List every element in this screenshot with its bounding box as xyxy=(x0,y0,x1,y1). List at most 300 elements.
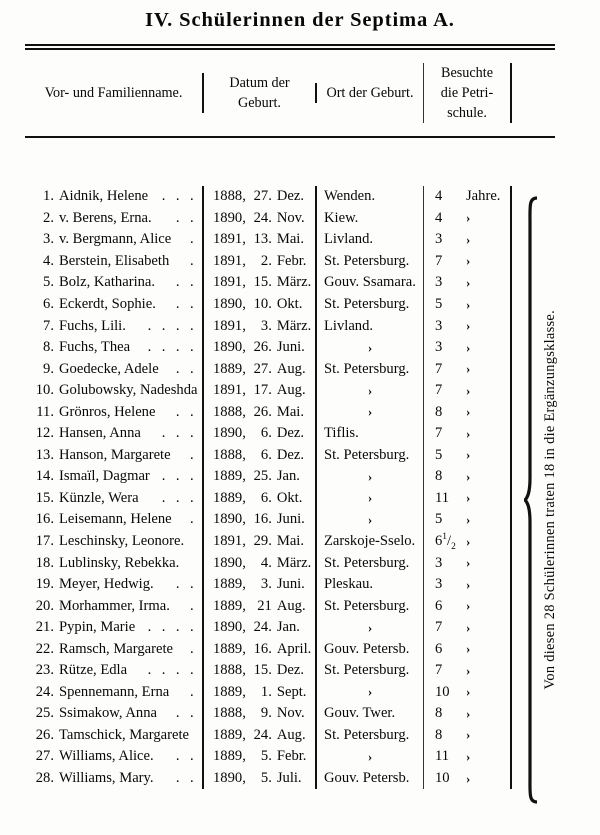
birth-day: 13. xyxy=(253,231,272,248)
leader-dots: . . . . xyxy=(147,662,197,679)
row-index: 7. xyxy=(43,317,54,334)
leader-dots: . xyxy=(189,511,197,528)
cell-name xyxy=(25,660,202,682)
years-value: 3 xyxy=(435,317,443,334)
cell-birth-place xyxy=(315,682,423,704)
table-row xyxy=(25,488,515,510)
birth-place-text: St. Petersburg. xyxy=(324,597,410,614)
birth-month: Dez. xyxy=(276,446,304,463)
birth-month: Febr. xyxy=(276,252,307,269)
years-value: 4 xyxy=(435,188,443,205)
birth-year: 1890, xyxy=(213,296,246,312)
birth-day: 1. xyxy=(260,683,272,700)
row-index: 9. xyxy=(43,360,54,377)
cell-birth-date xyxy=(202,315,315,337)
birth-day: 3. xyxy=(260,576,272,593)
years-value: 5 xyxy=(435,296,443,312)
cell-birth-place xyxy=(315,337,423,359)
leader-dots: . . . xyxy=(161,425,197,442)
pupil-name: Grönros, Helene xyxy=(59,403,156,420)
pupil-name: Fuchs, Thea xyxy=(59,339,131,356)
years-value: 4 xyxy=(435,209,443,226)
column-header-years xyxy=(423,63,512,123)
pupil-name: Ismaïl, Dagmar xyxy=(59,468,150,485)
cell-years-attended xyxy=(423,682,512,704)
cell-birth-place xyxy=(315,401,423,423)
cell-birth-place xyxy=(315,294,423,316)
birth-year: 1889, xyxy=(213,576,246,593)
table-row xyxy=(25,617,515,639)
column-header-date xyxy=(202,73,315,113)
cell-birth-place xyxy=(315,358,423,380)
birth-day: 16. xyxy=(253,640,272,657)
pupil-name: Morhammer, Irma. xyxy=(59,597,170,614)
cell-birth-date xyxy=(202,574,315,596)
cell-birth-date xyxy=(202,251,315,273)
pupil-name: Berstein, Elisabeth xyxy=(59,252,170,269)
row-index: 27. xyxy=(35,748,54,765)
years-value: 3 xyxy=(435,554,443,571)
cell-birth-date xyxy=(202,682,315,704)
cell-birth-place xyxy=(315,531,423,553)
birth-month: Juli. xyxy=(276,770,302,787)
cell-birth-place xyxy=(315,315,423,337)
cell-birth-date xyxy=(202,746,315,768)
birth-year: 1890, xyxy=(213,511,246,528)
cell-name xyxy=(25,445,202,467)
birth-place-text: St. Petersburg. xyxy=(324,360,410,377)
ditto-mark-icon: › xyxy=(466,511,471,527)
birth-day: 5. xyxy=(260,748,272,765)
birth-month: März. xyxy=(276,554,312,571)
cell-birth-place xyxy=(315,509,423,531)
cell-years-attended xyxy=(423,229,512,251)
birth-day: 6. xyxy=(260,489,272,506)
leader-dots: . . xyxy=(175,296,197,312)
row-index: 12. xyxy=(35,425,54,442)
birth-day: 9. xyxy=(260,705,272,722)
cell-birth-date xyxy=(202,660,315,682)
ditto-mark-icon: › xyxy=(367,339,373,355)
birth-day: 27. xyxy=(253,188,272,205)
birth-place-text: Livland. xyxy=(324,231,374,248)
table-row xyxy=(25,186,515,208)
pupil-name: Hanson, Margarete xyxy=(59,446,171,463)
ditto-mark-icon: › xyxy=(466,684,471,700)
table-row xyxy=(25,272,515,294)
leader-dots: . . . xyxy=(161,188,197,205)
birth-place-text: St. Petersburg. xyxy=(324,726,410,743)
birth-year: 1889, xyxy=(213,726,246,743)
birth-place-text: St. Petersburg. xyxy=(324,296,410,312)
cell-name xyxy=(25,251,202,273)
row-index: 13. xyxy=(35,446,54,463)
ditto-mark-icon: › xyxy=(466,296,471,312)
cell-name xyxy=(25,315,202,337)
birth-month: Nov. xyxy=(276,209,305,226)
years-value: 7 xyxy=(435,360,443,377)
birth-day: 26. xyxy=(253,403,272,420)
birth-month: Aug. xyxy=(276,382,306,399)
column-header-years-line2: die Petri- xyxy=(440,84,494,101)
birth-year: 1888, xyxy=(213,188,246,205)
cell-years-attended xyxy=(423,531,512,553)
cell-birth-date xyxy=(202,445,315,467)
row-index: 4. xyxy=(43,252,54,269)
ditto-mark-icon: › xyxy=(367,382,373,398)
pupil-name: Golubowsky, Nadeshda xyxy=(59,382,198,399)
table-row xyxy=(25,337,515,359)
cell-name xyxy=(25,574,202,596)
cell-birth-date xyxy=(202,229,315,251)
cell-years-attended xyxy=(423,272,512,294)
cell-name xyxy=(25,466,202,488)
cell-birth-place xyxy=(315,595,423,617)
ditto-mark-icon: › xyxy=(367,511,373,527)
birth-day: 4. xyxy=(260,554,272,571)
table-row xyxy=(25,229,515,251)
birth-year: 1890, xyxy=(213,770,246,787)
ditto-mark-icon: › xyxy=(367,619,373,635)
pupil-name: Meyer, Hedwig. xyxy=(59,576,154,593)
birth-place-text: Gouv. Ssamara. xyxy=(324,274,416,291)
birth-year: 1890, xyxy=(213,339,246,356)
ditto-mark-icon: › xyxy=(466,210,471,226)
cell-name xyxy=(25,423,202,445)
birth-year: 1889, xyxy=(213,748,246,765)
birth-year: 1891, xyxy=(213,231,246,248)
leader-dots: . . xyxy=(175,274,197,291)
cell-name xyxy=(25,617,202,639)
cell-birth-place xyxy=(315,617,423,639)
birth-year: 1889, xyxy=(213,640,246,657)
leader-dots: . . xyxy=(175,403,197,420)
cell-birth-date xyxy=(202,768,315,790)
cell-years-attended xyxy=(423,574,512,596)
ditto-mark-icon: › xyxy=(466,318,471,334)
ditto-mark-icon: › xyxy=(466,339,471,355)
birth-year: 1888, xyxy=(213,662,246,679)
leader-dots: . . . xyxy=(161,468,197,485)
table-row xyxy=(25,509,515,531)
birth-month: Nov. xyxy=(276,705,305,722)
table-row xyxy=(25,768,515,790)
pupil-name: Tamschick, Margarete xyxy=(59,726,189,743)
birth-month: Jan. xyxy=(276,619,300,636)
ditto-mark-icon: › xyxy=(466,727,471,743)
table-row xyxy=(25,208,515,230)
birth-month: Dez. xyxy=(276,188,304,205)
cell-birth-date xyxy=(202,509,315,531)
cell-years-attended xyxy=(423,337,512,359)
birth-month: Juni. xyxy=(276,339,305,356)
leader-dots: . . xyxy=(175,209,197,226)
ditto-mark-icon: › xyxy=(466,705,471,721)
pupil-name: Williams, Mary. xyxy=(59,770,154,787)
ditto-mark-icon: › xyxy=(466,555,471,571)
birth-day: 10. xyxy=(253,296,272,312)
ditto-mark-icon: › xyxy=(466,274,471,290)
table-row xyxy=(25,703,515,725)
birth-day: 21 xyxy=(257,597,272,614)
years-value: 5 xyxy=(435,511,443,528)
cell-birth-date xyxy=(202,423,315,445)
birth-month: Sept. xyxy=(276,683,307,700)
years-value: 6 xyxy=(435,597,443,614)
cell-birth-place xyxy=(315,725,423,747)
leader-dots: . . . . xyxy=(147,317,197,334)
pupil-name: Bolz, Katharina. xyxy=(59,274,156,291)
birth-day: 29. xyxy=(253,533,272,550)
ditto-mark-icon: › xyxy=(466,468,471,484)
birth-place-text: St. Petersburg. xyxy=(324,252,410,269)
birth-place-text: Kiew. xyxy=(324,209,359,226)
years-value: 11 xyxy=(435,748,450,765)
birth-year: 1888, xyxy=(213,446,246,463)
row-index: 5. xyxy=(43,274,54,291)
table-row xyxy=(25,294,515,316)
cell-name xyxy=(25,638,202,660)
row-index: 20. xyxy=(35,597,54,614)
cell-birth-place xyxy=(315,488,423,510)
pupil-name: v. Berens, Erna. xyxy=(59,209,152,226)
cell-birth-place xyxy=(315,186,423,208)
row-index: 25. xyxy=(35,705,54,722)
cell-years-attended xyxy=(423,595,512,617)
ditto-mark-icon: › xyxy=(466,576,471,592)
cell-birth-date xyxy=(202,272,315,294)
row-index: 26. xyxy=(35,726,54,743)
cell-name xyxy=(25,358,202,380)
cell-birth-place xyxy=(315,768,423,790)
birth-month: Febr. xyxy=(276,748,307,765)
years-value: 7 xyxy=(435,252,443,269)
years-value: 6 xyxy=(435,640,443,657)
birth-year: 1889, xyxy=(213,489,246,506)
birth-year: 1891, xyxy=(213,252,246,269)
ditto-mark-icon: › xyxy=(367,490,373,506)
cell-birth-place xyxy=(315,466,423,488)
birth-month: April. xyxy=(276,640,312,657)
birth-year: 1888, xyxy=(213,403,246,420)
cell-birth-date xyxy=(202,401,315,423)
pupil-name: Fuchs, Lili. xyxy=(59,317,126,334)
column-header-date-line1: Datum der xyxy=(229,74,290,91)
ditto-mark-icon: › xyxy=(466,231,471,247)
pupil-name: Lublinsky, Rebekka. xyxy=(59,554,180,571)
years-value: 7 xyxy=(435,425,443,442)
cell-name xyxy=(25,488,202,510)
table-row xyxy=(25,725,515,747)
birth-year: 1890, xyxy=(213,554,246,571)
birth-day: 27. xyxy=(253,360,272,377)
ditto-mark-icon: › xyxy=(466,619,471,635)
table-row xyxy=(25,746,515,768)
cell-birth-date xyxy=(202,337,315,359)
cell-birth-date xyxy=(202,488,315,510)
cell-birth-place xyxy=(315,703,423,725)
cell-birth-date xyxy=(202,595,315,617)
birth-day: 6. xyxy=(260,425,272,442)
birth-place-text: St. Petersburg. xyxy=(324,446,410,463)
years-value: 7 xyxy=(435,382,443,399)
cell-years-attended xyxy=(423,294,512,316)
cell-years-attended xyxy=(423,725,512,747)
cell-name xyxy=(25,208,202,230)
birth-day: 6. xyxy=(260,446,272,463)
row-index: 6. xyxy=(43,296,54,312)
row-index: 14. xyxy=(35,468,54,485)
row-index: 8. xyxy=(43,339,54,356)
cell-years-attended xyxy=(423,401,512,423)
cell-name xyxy=(25,531,202,553)
row-index: 15. xyxy=(35,489,54,506)
birth-month: Aug. xyxy=(276,360,306,377)
cell-years-attended xyxy=(423,380,512,402)
row-index: 3. xyxy=(43,231,54,248)
cell-birth-date xyxy=(202,466,315,488)
years-value: 10 xyxy=(435,683,450,700)
cell-birth-date xyxy=(202,294,315,316)
leader-dots: . . xyxy=(175,360,197,377)
ditto-mark-icon: › xyxy=(466,748,471,764)
cell-birth-date xyxy=(202,617,315,639)
birth-year: 1890, xyxy=(213,425,246,442)
column-header-date-line2: Geburt. xyxy=(238,95,281,111)
cell-name xyxy=(25,682,202,704)
birth-year: 1889, xyxy=(213,360,246,377)
birth-day: 16. xyxy=(253,511,272,528)
leader-dots: . . . xyxy=(161,489,197,506)
birth-day: 15. xyxy=(253,274,272,291)
cell-years-attended xyxy=(423,208,512,230)
table-row xyxy=(25,445,515,467)
column-header-place: Ort der Geburt. xyxy=(315,83,423,103)
cell-name xyxy=(25,272,202,294)
birth-month: Okt. xyxy=(276,489,303,506)
years-value: 11 xyxy=(435,489,450,506)
pupil-name: Leisemann, Helene xyxy=(59,511,172,528)
cell-birth-date xyxy=(202,703,315,725)
table-row xyxy=(25,251,515,273)
pupil-name: Aidnik, Helene xyxy=(59,188,149,205)
side-note: Von diesen 28 Schülerinnen traten 18 in die Ergänzungsklasse. xyxy=(541,310,558,690)
cell-years-attended xyxy=(423,488,512,510)
cell-name xyxy=(25,401,202,423)
birth-day: 15. xyxy=(253,662,272,679)
cell-birth-place xyxy=(315,552,423,574)
birth-place-text: Tiflis. xyxy=(324,425,359,442)
years-value: 10 xyxy=(435,770,450,787)
ditto-mark-icon: › xyxy=(466,490,471,506)
cell-birth-place xyxy=(315,660,423,682)
birth-month: März. xyxy=(276,317,312,334)
cell-birth-place xyxy=(315,445,423,467)
years-value: 7 xyxy=(435,619,443,636)
leader-dots: . xyxy=(189,231,197,248)
birth-year: 1891, xyxy=(213,533,246,550)
row-index: 2. xyxy=(43,209,54,226)
cell-birth-place xyxy=(315,638,423,660)
ditto-mark-icon: › xyxy=(466,447,471,463)
table-row xyxy=(25,660,515,682)
cell-name xyxy=(25,509,202,531)
pupil-name: Ramsch, Margarete xyxy=(59,640,174,657)
table-row xyxy=(25,682,515,704)
years-value: 8 xyxy=(435,468,443,485)
cell-birth-place xyxy=(315,272,423,294)
pupil-name: Spennemann, Erna xyxy=(59,683,170,700)
page-title: IV. Schülerinnen der Septima A. xyxy=(145,9,455,31)
ditto-mark-icon: › xyxy=(466,641,471,657)
row-index: 23. xyxy=(35,662,54,679)
pupil-name: Eckerdt, Sophie. xyxy=(59,296,156,312)
ditto-mark-icon: › xyxy=(466,662,471,678)
birth-place-text: Gouv. Petersb. xyxy=(324,640,410,657)
birth-day: 25. xyxy=(253,468,272,485)
leader-dots: . xyxy=(189,597,197,614)
pupil-name: Hansen, Anna xyxy=(59,425,141,442)
table-row xyxy=(25,531,515,553)
cell-years-attended xyxy=(423,552,512,574)
ditto-mark-icon: › xyxy=(367,404,373,420)
cell-years-attended xyxy=(423,660,512,682)
years-value: 3 xyxy=(435,339,443,356)
cell-birth-date xyxy=(202,638,315,660)
years-value: 3 xyxy=(435,231,443,248)
cell-years-attended xyxy=(423,466,512,488)
pupil-name: Rützе, Edla xyxy=(59,662,128,679)
birth-month: Dez. xyxy=(276,425,304,442)
table-row xyxy=(25,574,515,596)
row-index: 18. xyxy=(35,554,54,571)
pupil-name: Goedecke, Adele xyxy=(59,360,159,377)
table-row xyxy=(25,466,515,488)
table-body xyxy=(25,138,515,789)
table-header xyxy=(25,50,515,136)
cell-birth-place xyxy=(315,251,423,273)
birth-month: Mai. xyxy=(276,403,305,420)
cell-name xyxy=(25,725,202,747)
table-row xyxy=(25,315,515,337)
birth-year: 1891, xyxy=(213,382,246,399)
pupil-name: Williams, Alice. xyxy=(59,748,154,765)
birth-day: 24. xyxy=(253,619,272,636)
birth-day: 24. xyxy=(253,726,272,743)
cell-name xyxy=(25,703,202,725)
leader-dots: . xyxy=(189,683,197,700)
years-value: 5 xyxy=(435,446,443,463)
ditto-mark-icon: › xyxy=(466,382,471,398)
cell-years-attended xyxy=(423,703,512,725)
ditto-mark-icon: › xyxy=(466,770,471,786)
ditto-mark-icon: › xyxy=(466,533,471,549)
birth-place-text: Livland. xyxy=(324,317,374,334)
row-index: 22. xyxy=(35,640,54,657)
years-value: $6^1/_2$ xyxy=(435,532,456,552)
cell-birth-place xyxy=(315,208,423,230)
years-unit: Jahre. xyxy=(466,188,501,205)
birth-place-text: Pleskau. xyxy=(324,576,374,593)
birth-day: 17. xyxy=(253,382,272,399)
birth-year: 1891, xyxy=(213,274,246,291)
ditto-mark-icon: › xyxy=(367,748,373,764)
row-index: 11. xyxy=(36,403,54,420)
cell-birth-place xyxy=(315,574,423,596)
pupil-name: Leschinsky, Leonore. xyxy=(59,533,185,550)
row-index: 21. xyxy=(35,619,54,636)
birth-month: Aug. xyxy=(276,726,306,743)
